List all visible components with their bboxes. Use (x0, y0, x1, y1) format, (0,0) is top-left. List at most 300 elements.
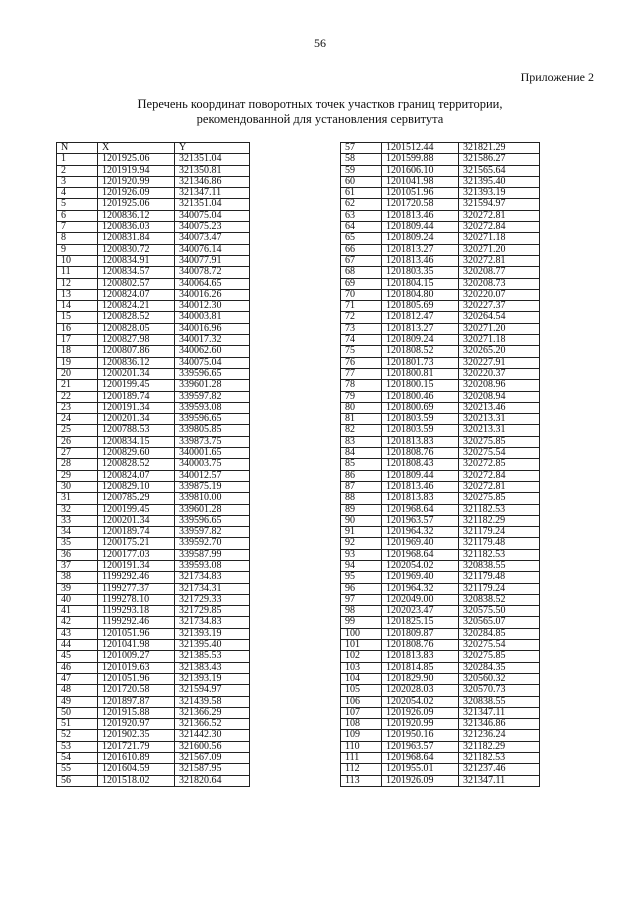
coord-y: 321182.53 (459, 753, 540, 764)
point-number: 111 (341, 753, 382, 764)
table-row (341, 402, 540, 413)
coord-x: 1199293.18 (98, 606, 175, 617)
point-number: 100 (341, 628, 382, 639)
coord-x: 1200189.74 (98, 391, 175, 402)
coord-y: 339597.82 (175, 391, 250, 402)
table-row (57, 267, 250, 278)
point-number: 65 (341, 233, 382, 244)
coord-x: 1201808.76 (382, 640, 459, 651)
table-row (57, 312, 250, 323)
coord-y: 340075.04 (175, 210, 250, 221)
table-row (341, 696, 540, 707)
point-number: 62 (341, 199, 382, 210)
coord-y: 321346.86 (175, 176, 250, 187)
coord-x: 1201926.09 (382, 707, 459, 718)
table-row (57, 368, 250, 379)
table-row (341, 233, 540, 244)
table-row (57, 176, 250, 187)
table-row (341, 775, 540, 786)
table-row (341, 504, 540, 515)
coord-x: 1201926.09 (98, 188, 175, 199)
point-number: 99 (341, 617, 382, 628)
table-row (341, 572, 540, 583)
coord-x: 1201809.44 (382, 222, 459, 233)
coord-x: 1201041.98 (98, 640, 175, 651)
coord-x: 1201813.46 (382, 255, 459, 266)
coord-y: 320271.20 (459, 244, 540, 255)
point-number: 69 (341, 278, 382, 289)
coord-x: 1200824.07 (98, 470, 175, 481)
coord-x: 1201809.44 (382, 470, 459, 481)
coord-y: 320272.84 (459, 470, 540, 481)
point-number: 103 (341, 662, 382, 673)
coord-x: 1200807.86 (98, 346, 175, 357)
coord-y: 321179.48 (459, 572, 540, 583)
coord-y: 340075.04 (175, 357, 250, 368)
point-number: 95 (341, 572, 382, 583)
point-number: 3 (57, 176, 98, 187)
coord-x: 1201800.81 (382, 368, 459, 379)
coord-x: 1201919.94 (98, 165, 175, 176)
coord-x: 1201808.43 (382, 459, 459, 470)
coord-x: 1201813.83 (382, 436, 459, 447)
point-number: 52 (57, 730, 98, 741)
table-row (57, 188, 250, 199)
point-number: 75 (341, 346, 382, 357)
table-row (341, 617, 540, 628)
table-row (341, 628, 540, 639)
coord-x: 1201920.99 (98, 176, 175, 187)
coord-y: 320208.73 (459, 278, 540, 289)
table-row (57, 764, 250, 775)
table-row (57, 289, 250, 300)
point-number: 6 (57, 210, 98, 221)
coord-y: 320220.37 (459, 368, 540, 379)
table-row (341, 436, 540, 447)
coord-y: 320275.85 (459, 493, 540, 504)
coord-x: 1200201.34 (98, 515, 175, 526)
point-number: 68 (341, 267, 382, 278)
coord-x: 1201812.47 (382, 312, 459, 323)
coord-y: 320220.07 (459, 289, 540, 300)
coord-x: 1200836.12 (98, 210, 175, 221)
coord-y: 321820.64 (175, 775, 250, 786)
point-number: 17 (57, 335, 98, 346)
coord-y: 321565.64 (459, 165, 540, 176)
point-number: 21 (57, 380, 98, 391)
coord-x: 1200191.34 (98, 560, 175, 571)
table-row (57, 583, 250, 594)
coord-y: 339593.08 (175, 402, 250, 413)
coord-x: 1200201.34 (98, 368, 175, 379)
coord-y: 320272.81 (459, 481, 540, 492)
table-row (57, 222, 250, 233)
coord-y: 339873.75 (175, 436, 250, 447)
table-row (57, 335, 250, 346)
coord-x: 1199278.10 (98, 594, 175, 605)
coord-x: 1201969.40 (382, 572, 459, 583)
coord-y: 321366.29 (175, 707, 250, 718)
coord-y: 321587.95 (175, 764, 250, 775)
table-row (57, 707, 250, 718)
point-number: 112 (341, 764, 382, 775)
point-number: 60 (341, 176, 382, 187)
coord-y: 321600.56 (175, 741, 250, 752)
coord-y: 320272.81 (459, 255, 540, 266)
appendix-label: Приложение 2 (520, 70, 594, 84)
coord-x: 1201606.10 (382, 165, 459, 176)
coord-y: 340075.23 (175, 222, 250, 233)
coord-x: 1202054.02 (382, 560, 459, 571)
table-row (57, 391, 250, 402)
coord-x: 1201808.52 (382, 346, 459, 357)
point-number: 1 (57, 154, 98, 165)
point-number: 81 (341, 414, 382, 425)
coord-y: 321182.29 (459, 741, 540, 752)
point-number: 8 (57, 233, 98, 244)
point-number: 50 (57, 707, 98, 718)
coord-x: 1200191.34 (98, 402, 175, 413)
point-number: 104 (341, 673, 382, 684)
table-row (341, 753, 540, 764)
coord-y: 320560.32 (459, 673, 540, 684)
table-row (57, 493, 250, 504)
coord-x: 1201610.89 (98, 753, 175, 764)
coord-x: 1200824.21 (98, 301, 175, 312)
coord-x: 1201805.69 (382, 301, 459, 312)
table-row (57, 549, 250, 560)
table-row (341, 527, 540, 538)
point-number: 97 (341, 594, 382, 605)
coordinates-table-left (56, 142, 250, 787)
point-number: 93 (341, 549, 382, 560)
coord-y: 321586.27 (459, 154, 540, 165)
table-row (57, 628, 250, 639)
coord-y: 320275.54 (459, 640, 540, 651)
table-row (341, 289, 540, 300)
coord-y: 340003.81 (175, 312, 250, 323)
coord-x: 1201825.15 (382, 617, 459, 628)
coord-y: 321179.24 (459, 527, 540, 538)
point-number: 55 (57, 764, 98, 775)
coord-x: 1200834.15 (98, 436, 175, 447)
header-x: X (98, 143, 175, 154)
coord-x: 1200788.53 (98, 425, 175, 436)
point-number: 88 (341, 493, 382, 504)
point-number: 71 (341, 301, 382, 312)
coord-y: 340078.72 (175, 267, 250, 278)
coord-x: 1200830.72 (98, 244, 175, 255)
point-number: 14 (57, 301, 98, 312)
coord-x: 1201813.83 (382, 493, 459, 504)
coord-x: 1201518.02 (98, 775, 175, 786)
point-number: 87 (341, 481, 382, 492)
coord-y: 339810.00 (175, 493, 250, 504)
point-number: 66 (341, 244, 382, 255)
coord-y: 320575.50 (459, 606, 540, 617)
coord-y: 321346.86 (459, 719, 540, 730)
coord-x: 1201809.24 (382, 335, 459, 346)
coord-x: 1201800.15 (382, 380, 459, 391)
point-number: 77 (341, 368, 382, 379)
table-row (57, 527, 250, 538)
point-number: 106 (341, 696, 382, 707)
point-number: 39 (57, 583, 98, 594)
coord-x: 1201813.27 (382, 323, 459, 334)
coord-y: 340062.60 (175, 346, 250, 357)
coord-y: 321347.11 (175, 188, 250, 199)
coord-y: 339596.65 (175, 414, 250, 425)
coord-x: 1200827.98 (98, 335, 175, 346)
coord-y: 320271.18 (459, 335, 540, 346)
point-number: 12 (57, 278, 98, 289)
point-number: 35 (57, 538, 98, 549)
table-row (57, 651, 250, 662)
coord-y: 339601.28 (175, 504, 250, 515)
table-row (57, 199, 250, 210)
coord-y: 320265.20 (459, 346, 540, 357)
point-number: 36 (57, 549, 98, 560)
point-number: 4 (57, 188, 98, 199)
point-number: 92 (341, 538, 382, 549)
coord-y: 320838.55 (459, 560, 540, 571)
table-row (341, 335, 540, 346)
point-number: 48 (57, 685, 98, 696)
coord-y: 321393.19 (175, 673, 250, 684)
coord-y: 340012.30 (175, 301, 250, 312)
table-row (57, 741, 250, 752)
point-number: 10 (57, 255, 98, 266)
point-number: 41 (57, 606, 98, 617)
point-number: 29 (57, 470, 98, 481)
coord-x: 1201969.40 (382, 538, 459, 549)
point-number: 73 (341, 323, 382, 334)
coord-y: 320227.91 (459, 357, 540, 368)
coord-y: 320213.46 (459, 402, 540, 413)
table-row (57, 617, 250, 628)
table-row (57, 515, 250, 526)
table-row (341, 357, 540, 368)
table-row (57, 448, 250, 459)
coord-y: 320838.55 (459, 696, 540, 707)
coord-x: 1200836.03 (98, 222, 175, 233)
point-number: 23 (57, 402, 98, 413)
coord-y: 320271.18 (459, 233, 540, 244)
coord-x: 1201804.15 (382, 278, 459, 289)
table-row (341, 549, 540, 560)
document-title (60, 97, 580, 127)
table-row (341, 278, 540, 289)
coord-x: 1201813.46 (382, 481, 459, 492)
table-row (57, 560, 250, 571)
table-row (341, 380, 540, 391)
table-row (341, 459, 540, 470)
point-number: 72 (341, 312, 382, 323)
point-number: 74 (341, 335, 382, 346)
coord-y: 320272.85 (459, 459, 540, 470)
point-number: 56 (57, 775, 98, 786)
table-row (341, 255, 540, 266)
point-number: 70 (341, 289, 382, 300)
point-number: 47 (57, 673, 98, 684)
table-row (57, 673, 250, 684)
point-number: 19 (57, 357, 98, 368)
header-n: N (57, 143, 98, 154)
coord-y: 320227.37 (459, 301, 540, 312)
header-y: Y (175, 143, 250, 154)
point-number: 38 (57, 572, 98, 583)
coord-x: 1201926.09 (382, 775, 459, 786)
coord-y: 339805.85 (175, 425, 250, 436)
coord-x: 1201968.64 (382, 504, 459, 515)
table-row (57, 165, 250, 176)
page-number: 56 (314, 36, 326, 50)
table-row (57, 719, 250, 730)
point-number: 25 (57, 425, 98, 436)
coord-y: 339592.70 (175, 538, 250, 549)
coord-y: 321347.11 (459, 707, 540, 718)
coord-y: 340064.65 (175, 278, 250, 289)
table-row (57, 504, 250, 515)
point-number: 101 (341, 640, 382, 651)
coord-y: 320271.20 (459, 323, 540, 334)
coord-y: 320275.85 (459, 651, 540, 662)
point-number: 2 (57, 165, 98, 176)
table-row (57, 470, 250, 481)
coord-y: 340016.26 (175, 289, 250, 300)
point-number: 107 (341, 707, 382, 718)
table-row (341, 165, 540, 176)
coord-x: 1201955.01 (382, 764, 459, 775)
point-number: 85 (341, 459, 382, 470)
table-header-row (57, 143, 250, 154)
coord-y: 321442.30 (175, 730, 250, 741)
coord-x: 1202023.47 (382, 606, 459, 617)
coord-x: 1201813.46 (382, 210, 459, 221)
coord-x: 1201809.87 (382, 628, 459, 639)
coord-x: 1200175.21 (98, 538, 175, 549)
point-number: 105 (341, 685, 382, 696)
point-number: 109 (341, 730, 382, 741)
point-number: 58 (341, 154, 382, 165)
table-row (341, 640, 540, 651)
coord-y: 320275.85 (459, 436, 540, 447)
table-row (57, 640, 250, 651)
table-row (341, 741, 540, 752)
table-row (57, 255, 250, 266)
coord-x: 1202049.00 (382, 594, 459, 605)
point-number: 57 (341, 143, 382, 154)
coord-y: 320565.07 (459, 617, 540, 628)
table-row (341, 662, 540, 673)
point-number: 76 (341, 357, 382, 368)
coord-x: 1201920.99 (382, 719, 459, 730)
coord-x: 1201950.16 (382, 730, 459, 741)
table-row (341, 346, 540, 357)
point-number: 28 (57, 459, 98, 470)
table-row (341, 323, 540, 334)
coord-y: 321366.52 (175, 719, 250, 730)
coord-x: 1201964.32 (382, 527, 459, 538)
coord-x: 1201897.87 (98, 696, 175, 707)
coord-y: 320838.52 (459, 594, 540, 605)
table-row (57, 346, 250, 357)
point-number: 33 (57, 515, 98, 526)
table-row (341, 176, 540, 187)
coord-y: 321385.53 (175, 651, 250, 662)
point-number: 84 (341, 448, 382, 459)
coord-x: 1200824.07 (98, 289, 175, 300)
coord-y: 340017.32 (175, 335, 250, 346)
point-number: 61 (341, 188, 382, 199)
coord-y: 321395.40 (459, 176, 540, 187)
table-row (341, 448, 540, 459)
point-number: 9 (57, 244, 98, 255)
point-number: 96 (341, 583, 382, 594)
coord-x: 1200199.45 (98, 380, 175, 391)
table-row (341, 707, 540, 718)
table-row (57, 775, 250, 786)
table-row (57, 572, 250, 583)
coord-x: 1201813.27 (382, 244, 459, 255)
table-row (341, 673, 540, 684)
table-row (57, 606, 250, 617)
coord-y: 339601.28 (175, 380, 250, 391)
coord-x: 1201920.97 (98, 719, 175, 730)
coord-x: 1201800.46 (382, 391, 459, 402)
coord-y: 321734.83 (175, 617, 250, 628)
table-row (57, 244, 250, 255)
coord-x: 1201051.96 (98, 673, 175, 684)
coord-y: 321393.19 (459, 188, 540, 199)
point-number: 91 (341, 527, 382, 538)
coord-y: 320272.84 (459, 222, 540, 233)
coord-x: 1200828.52 (98, 312, 175, 323)
point-number: 86 (341, 470, 382, 481)
coord-x: 1201041.98 (382, 176, 459, 187)
table-row (341, 651, 540, 662)
table-row (341, 538, 540, 549)
table-row (341, 594, 540, 605)
point-number: 5 (57, 199, 98, 210)
coord-x: 1200834.57 (98, 267, 175, 278)
coord-x: 1201019.63 (98, 662, 175, 673)
table-row (57, 210, 250, 221)
point-number: 44 (57, 640, 98, 651)
table-row (57, 380, 250, 391)
coord-x: 1201968.64 (382, 549, 459, 560)
table-row (57, 402, 250, 413)
coord-y: 320208.94 (459, 391, 540, 402)
table-row (341, 154, 540, 165)
point-number: 89 (341, 504, 382, 515)
point-number: 43 (57, 628, 98, 639)
point-number: 26 (57, 436, 98, 447)
coord-x: 1200189.74 (98, 527, 175, 538)
point-number: 98 (341, 606, 382, 617)
point-number: 27 (57, 448, 98, 459)
coord-y: 321350.81 (175, 165, 250, 176)
coord-y: 321179.24 (459, 583, 540, 594)
point-number: 94 (341, 560, 382, 571)
table-row (341, 368, 540, 379)
coord-x: 1201813.83 (382, 651, 459, 662)
coord-y: 339593.08 (175, 560, 250, 571)
coord-y: 321567.09 (175, 753, 250, 764)
coord-y: 321182.53 (459, 549, 540, 560)
point-number: 24 (57, 414, 98, 425)
coord-y: 340016.96 (175, 323, 250, 334)
